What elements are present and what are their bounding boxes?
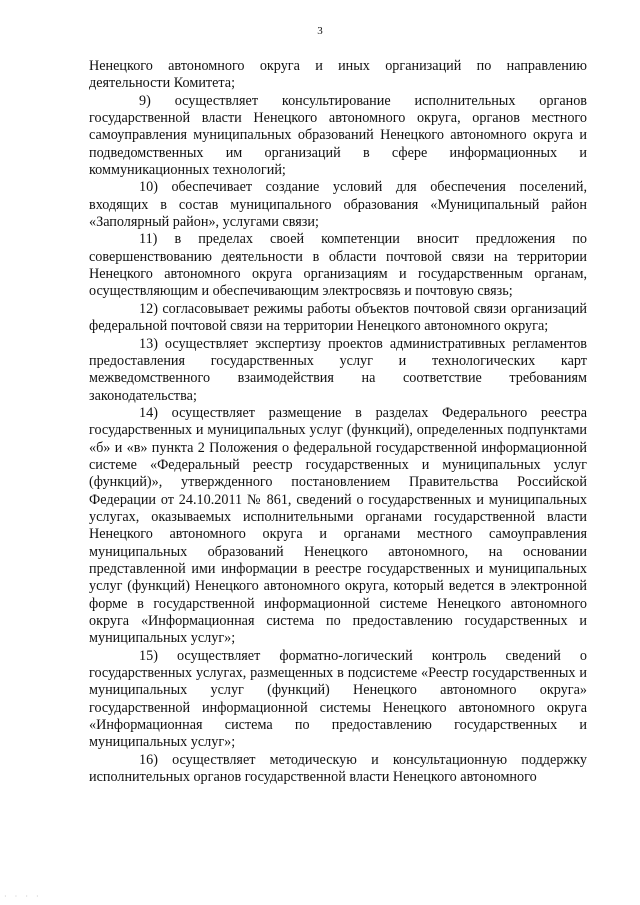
paragraph-item-14: 14) осуществляет размещение в разделах Федерального реестра государственных и муниципальных услуг (функций), определенных подпунктами «б» и «в» пункта 2 Положения о федеральной государственной информационной системе «Федеральный реестр государственных и муниципальных услуг (функций)», утвержденного постановлением Правительства Российской Федерации от 24.10.2011 № 861, сведений о государственных и муниципальных услугах, оказываемых исполнительными органами государственной власти Ненецкого автономного округа и органами местного самоуправления муниципальных образований Ненецкого автономного, на основании представленной ими информации в реестре государственных и муниципальных услуг (функций) Ненецкого автономного округа, который ведется в электронной форме в государственной информационной системе Ненецкого автономного округа «Информационная система по предоставлению государственных и муниципальных услуг»; [89, 404, 587, 647]
paragraph-item-11: 11) в пределах своей компетенции вносит предложения по совершенствованию деятельности в области почтовой связи на территории Ненецкого автономного округа организациям и государственным органам, осуществляющим и обеспечивающим электросвязь и почтовую связь; [89, 231, 587, 300]
paragraph-item-9: 9) осуществляет консультирование исполнительных органов государственной власти Ненецкого автономного округа, органов местного самоуправления муниципальных образований Ненецкого автономного округа и подведомственных им организаций в сфере информационных и коммуникационных технологий; [89, 92, 587, 179]
paragraph-item-12: 12) согласовывает режимы работы объектов почтовой связи организаций федеральной почтовой связи на территории Ненецкого автономного округа; [89, 300, 587, 335]
scan-mark: · · · · [4, 892, 42, 901]
paragraph-continuation: Ненецкого автономного округа и иных организаций по направлению деятельности Комитета; [89, 58, 587, 92]
page-number: 3 [317, 25, 323, 37]
document-body [89, 58, 587, 786]
paragraph-item-16: 16) осуществляет методическую и консультационную поддержку исполнительных органов государственной власти Ненецкого автономного [89, 751, 587, 786]
paragraph-item-15: 15) осуществляет форматно-логический контроль сведений о государственных услугах, размещенных в подсистеме «Реестр государственных и муниципальных услуг (функций) Ненецкого автономного округа» государственной информационной системы Ненецкого автономного округа «Информационная система по предоставлению государственных и муниципальных услуг»; [89, 647, 587, 751]
paragraph-item-13: 13) осуществляет экспертизу проектов административных регламентов предоставления государственных услуг и технологических карт межведомственного взаимодействия на соответствие требованиям законодательства; [89, 335, 587, 404]
paragraph-item-10: 10) обеспечивает создание условий для обеспечения поселений, входящих в состав муниципального образования «Муниципальный район «Заполярный район», услугами связи; [89, 179, 587, 231]
